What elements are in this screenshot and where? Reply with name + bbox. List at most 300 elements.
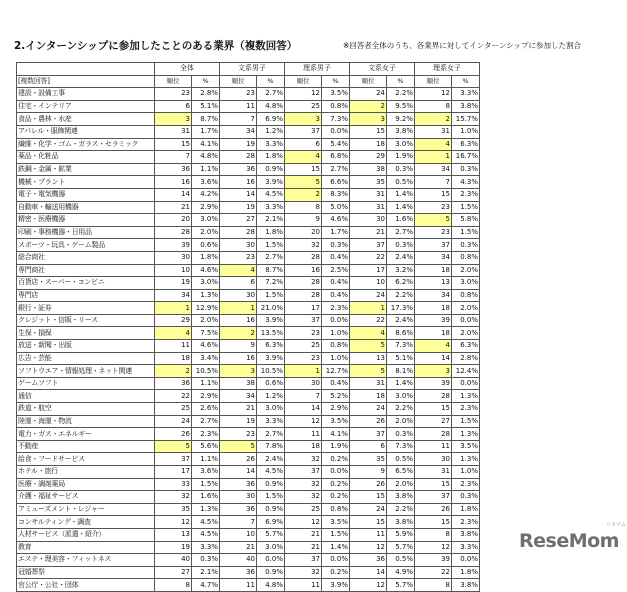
rank-cell: 36	[220, 566, 257, 579]
rank-cell: 30	[220, 289, 257, 302]
rank-cell: 34	[155, 289, 192, 302]
percent-cell: 21.0%	[257, 302, 285, 315]
rank-cell: 18	[415, 302, 452, 315]
percent-cell: 1.1%	[192, 377, 220, 390]
table-row	[17, 403, 480, 416]
percent-cell: 0.2%	[322, 478, 350, 491]
percent-cell: 2.9%	[192, 201, 220, 214]
rank-cell: 11	[285, 428, 322, 441]
corner-cell	[17, 63, 155, 76]
table-row	[17, 340, 480, 353]
rank-cell: 24	[350, 289, 387, 302]
rank-cell: 1	[350, 302, 387, 315]
percent-cell: 0.0%	[452, 314, 480, 327]
industry-table	[16, 62, 480, 592]
percent-cell: 8.6%	[387, 327, 415, 340]
percent-cell: 0.8%	[452, 289, 480, 302]
percent-cell: 1.0%	[452, 125, 480, 138]
percent-cell: 3.8%	[387, 491, 415, 504]
rank-cell: 17	[350, 264, 387, 277]
percent-cell: 3.9%	[257, 176, 285, 189]
rank-cell: 28	[415, 390, 452, 403]
percent-cell: 10.5%	[192, 365, 220, 378]
rank-cell: 20	[155, 214, 192, 227]
percent-cell: 3.8%	[452, 579, 480, 592]
rank-cell: 23	[155, 88, 192, 101]
table-row	[17, 226, 480, 239]
rank-cell: 18	[155, 352, 192, 365]
percent-cell: 0.8%	[322, 503, 350, 516]
percent-cell: 2.3%	[452, 478, 480, 491]
rank-cell: 3	[285, 113, 322, 126]
rank-cell: 2	[285, 188, 322, 201]
table-row	[17, 516, 480, 529]
percent-cell: 2.7%	[257, 428, 285, 441]
rank-cell: 34	[415, 251, 452, 264]
rank-cell: 32	[155, 491, 192, 504]
rank-cell: 14	[155, 188, 192, 201]
table-row	[17, 566, 480, 579]
percent-cell: 0.9%	[257, 478, 285, 491]
pct-header: %	[387, 75, 415, 88]
rank-cell: 17	[285, 302, 322, 315]
rank-cell: 15	[415, 403, 452, 416]
percent-cell: 6.9%	[257, 113, 285, 126]
percent-cell: 2.3%	[452, 188, 480, 201]
rank-cell: 32	[285, 239, 322, 252]
table-row	[17, 302, 480, 315]
table-row	[17, 365, 480, 378]
rank-cell: 3	[220, 365, 257, 378]
percent-cell: 0.9%	[257, 163, 285, 176]
percent-cell: 1.5%	[452, 226, 480, 239]
percent-cell: 6.8%	[322, 151, 350, 164]
percent-cell: 6.6%	[322, 176, 350, 189]
rank-cell: 25	[285, 100, 322, 113]
rank-cell: 14	[285, 403, 322, 416]
rank-cell: 15	[415, 478, 452, 491]
page-title: 2.インターンシップに参加したことのある業界（複数回答）	[14, 40, 298, 52]
rank-cell: 25	[155, 403, 192, 416]
industry-label: 精密・医療機器	[17, 214, 155, 227]
industry-label: 冠婚葬祭	[17, 566, 155, 579]
industry-label: 鉄鋼・金属・鉱業	[17, 163, 155, 176]
rank-cell: 7	[415, 176, 452, 189]
rank-cell: 13	[350, 352, 387, 365]
percent-cell: 0.6%	[257, 377, 285, 390]
percent-cell: 5.9%	[387, 528, 415, 541]
industry-label: 薬品・化粧品	[17, 151, 155, 164]
rank-cell: 28	[220, 151, 257, 164]
table-row	[17, 100, 480, 113]
percent-cell: 4.7%	[192, 579, 220, 592]
rank-cell: 11	[220, 100, 257, 113]
rank-cell: 9	[220, 340, 257, 353]
percent-cell: 3.6%	[192, 466, 220, 479]
table-row	[17, 264, 480, 277]
table-row	[17, 88, 480, 101]
percent-cell: 1.5%	[257, 289, 285, 302]
rank-cell: 31	[350, 201, 387, 214]
percent-cell: 1.9%	[387, 151, 415, 164]
percent-cell: 2.0%	[387, 415, 415, 428]
rank-cell: 35	[155, 503, 192, 516]
rank-cell: 17	[155, 466, 192, 479]
rank-cell: 34	[415, 289, 452, 302]
percent-cell: 12.4%	[452, 365, 480, 378]
rank-cell: 10	[220, 528, 257, 541]
group-header-row	[17, 63, 480, 76]
percent-cell: 0.3%	[387, 428, 415, 441]
percent-cell: 3.5%	[452, 440, 480, 453]
percent-cell: 12.7%	[322, 365, 350, 378]
percent-cell: 9.5%	[387, 100, 415, 113]
rank-cell: 37	[350, 239, 387, 252]
industry-label: 住宅・インテリア	[17, 100, 155, 113]
percent-cell: 0.3%	[452, 163, 480, 176]
percent-cell: 0.0%	[322, 125, 350, 138]
percent-cell: 9.2%	[387, 113, 415, 126]
percent-cell: 2.0%	[452, 264, 480, 277]
percent-cell: 2.0%	[387, 478, 415, 491]
industry-label: 介護・福祉サービス	[17, 491, 155, 504]
percent-cell: 2.2%	[387, 403, 415, 416]
rank-cell: 26	[220, 453, 257, 466]
rank-cell: 29	[155, 314, 192, 327]
percent-cell: 12.9%	[192, 302, 220, 315]
percent-cell: 2.2%	[387, 289, 415, 302]
percent-cell: 8.7%	[257, 264, 285, 277]
rank-cell: 5	[350, 365, 387, 378]
percent-cell: 0.3%	[387, 239, 415, 252]
rank-cell: 18	[350, 138, 387, 151]
rank-cell: 37	[415, 239, 452, 252]
rank-cell: 12	[285, 415, 322, 428]
rank-cell: 28	[155, 226, 192, 239]
percent-cell: 6.3%	[452, 138, 480, 151]
percent-cell: 7.3%	[322, 113, 350, 126]
percent-cell: 4.8%	[257, 100, 285, 113]
rank-cell: 18	[285, 440, 322, 453]
percent-cell: 0.0%	[322, 314, 350, 327]
percent-cell: 4.2%	[192, 188, 220, 201]
rank-cell: 34	[415, 163, 452, 176]
percent-cell: 0.0%	[452, 554, 480, 567]
rank-cell: 27	[220, 214, 257, 227]
rank-cell: 24	[350, 403, 387, 416]
rank-header: 順位	[285, 75, 322, 88]
rank-cell: 22	[350, 251, 387, 264]
rank-cell: 22	[350, 314, 387, 327]
rank-cell: 2	[220, 327, 257, 340]
percent-cell: 5.6%	[192, 440, 220, 453]
rank-cell: 36	[155, 163, 192, 176]
percent-cell: 1.6%	[387, 214, 415, 227]
table-body	[17, 88, 480, 592]
rank-cell: 9	[350, 466, 387, 479]
group-header: 全体	[155, 63, 220, 76]
percent-cell: 0.3%	[452, 491, 480, 504]
rank-cell: 23	[220, 88, 257, 101]
percent-cell: 2.7%	[387, 226, 415, 239]
percent-cell: 3.2%	[387, 264, 415, 277]
rank-cell: 28	[285, 277, 322, 290]
industry-label: コンサルティング・調査	[17, 516, 155, 529]
percent-cell: 7.3%	[387, 440, 415, 453]
industry-label: 生保・損保	[17, 327, 155, 340]
percent-cell: 3.5%	[322, 415, 350, 428]
percent-cell: 0.4%	[322, 277, 350, 290]
table-row	[17, 125, 480, 138]
percent-cell: 0.8%	[322, 340, 350, 353]
percent-cell: 2.4%	[387, 251, 415, 264]
percent-cell: 8.3%	[322, 188, 350, 201]
percent-cell: 2.0%	[192, 314, 220, 327]
rank-cell: 8	[415, 528, 452, 541]
rank-cell: 8	[415, 579, 452, 592]
percent-cell: 2.3%	[452, 403, 480, 416]
rank-cell: 3	[415, 365, 452, 378]
percent-cell: 4.6%	[192, 264, 220, 277]
percent-cell: 8.1%	[387, 365, 415, 378]
rank-cell: 23	[220, 251, 257, 264]
percent-cell: 3.0%	[192, 277, 220, 290]
rank-cell: 6	[155, 100, 192, 113]
rank-cell: 22	[155, 390, 192, 403]
rank-cell: 13	[155, 528, 192, 541]
percent-cell: 0.5%	[387, 554, 415, 567]
table-row	[17, 352, 480, 365]
percent-cell: 2.8%	[452, 352, 480, 365]
industry-label: 百貨店・スーパー・コンビニ	[17, 277, 155, 290]
rank-cell: 7	[220, 113, 257, 126]
pct-header: %	[322, 75, 350, 88]
percent-cell: 1.5%	[452, 201, 480, 214]
percent-cell: 0.8%	[322, 100, 350, 113]
rank-cell: 35	[350, 453, 387, 466]
percent-cell: 3.8%	[452, 528, 480, 541]
group-header: 理系女子	[415, 63, 480, 76]
rank-cell: 2	[350, 100, 387, 113]
percent-cell: 0.2%	[322, 566, 350, 579]
rank-cell: 7	[285, 390, 322, 403]
percent-cell: 2.9%	[322, 403, 350, 416]
rank-header: 順位	[220, 75, 257, 88]
industry-label: 人材サービス（派遣・紹介）	[17, 528, 155, 541]
rank-cell: 11	[415, 440, 452, 453]
percent-cell: 1.0%	[322, 352, 350, 365]
rank-cell: 19	[155, 541, 192, 554]
industry-label: 鉄道・航空	[17, 403, 155, 416]
percent-cell: 2.2%	[387, 88, 415, 101]
rank-cell: 16	[220, 176, 257, 189]
rank-cell: 15	[350, 491, 387, 504]
rank-cell: 7	[155, 151, 192, 164]
rank-cell: 12	[350, 541, 387, 554]
percent-cell: 3.3%	[192, 541, 220, 554]
percent-cell: 3.0%	[257, 541, 285, 554]
percent-cell: 1.4%	[387, 377, 415, 390]
percent-cell: 3.0%	[387, 138, 415, 151]
rank-cell: 13	[415, 277, 452, 290]
rank-cell: 15	[415, 516, 452, 529]
rank-cell: 31	[415, 466, 452, 479]
rank-cell: 37	[415, 491, 452, 504]
rank-cell: 20	[285, 226, 322, 239]
rank-cell: 19	[220, 201, 257, 214]
rank-cell: 16	[155, 176, 192, 189]
percent-cell: 1.7%	[322, 226, 350, 239]
percent-cell: 1.5%	[452, 415, 480, 428]
percent-cell: 7.3%	[387, 340, 415, 353]
rank-cell: 37	[285, 314, 322, 327]
industry-label: 専門商社	[17, 264, 155, 277]
group-header: 文系女子	[350, 63, 415, 76]
percent-cell: 2.3%	[192, 428, 220, 441]
rank-cell: 1	[220, 302, 257, 315]
percent-cell: 4.1%	[322, 428, 350, 441]
table-row	[17, 327, 480, 340]
rank-cell: 28	[220, 226, 257, 239]
rank-cell: 25	[285, 503, 322, 516]
industry-label: アミューズメント・レジャー	[17, 503, 155, 516]
table-row	[17, 151, 480, 164]
percent-cell: 1.5%	[322, 528, 350, 541]
percent-cell: 0.3%	[452, 239, 480, 252]
table-row	[17, 541, 480, 554]
percent-cell: 1.5%	[257, 239, 285, 252]
table-row	[17, 201, 480, 214]
rank-cell: 32	[285, 491, 322, 504]
percent-cell: 6.3%	[452, 340, 480, 353]
rank-cell: 7	[220, 516, 257, 529]
rank-cell: 32	[285, 566, 322, 579]
percent-cell: 1.6%	[192, 491, 220, 504]
percent-cell: 1.4%	[387, 188, 415, 201]
rank-cell: 23	[285, 352, 322, 365]
rank-cell: 36	[220, 163, 257, 176]
rank-cell: 3	[350, 113, 387, 126]
percent-cell: 1.3%	[192, 503, 220, 516]
rank-cell: 37	[285, 125, 322, 138]
percent-cell: 1.5%	[257, 491, 285, 504]
rank-cell: 1	[415, 151, 452, 164]
percent-cell: 1.1%	[192, 453, 220, 466]
rank-cell: 31	[350, 188, 387, 201]
rank-cell: 33	[155, 478, 192, 491]
percent-cell: 2.5%	[322, 264, 350, 277]
percent-cell: 8.7%	[192, 113, 220, 126]
rank-cell: 40	[220, 554, 257, 567]
rank-cell: 18	[415, 327, 452, 340]
rank-cell: 35	[350, 176, 387, 189]
rank-cell: 39	[415, 554, 452, 567]
rank-cell: 30	[155, 251, 192, 264]
percent-cell: 0.2%	[322, 453, 350, 466]
industry-label: 総合商社	[17, 251, 155, 264]
percent-cell: 5.7%	[387, 579, 415, 592]
table-row	[17, 390, 480, 403]
percent-cell: 6.3%	[257, 340, 285, 353]
percent-cell: 1.7%	[192, 125, 220, 138]
rank-cell: 14	[220, 466, 257, 479]
rank-cell: 28	[415, 428, 452, 441]
rank-header: 順位	[415, 75, 452, 88]
table-row	[17, 289, 480, 302]
percent-cell: 1.8%	[192, 251, 220, 264]
rank-cell: 5	[350, 340, 387, 353]
industry-label: スポーツ・玩具・ゲーム製品	[17, 239, 155, 252]
percent-cell: 1.3%	[452, 428, 480, 441]
rank-cell: 3	[155, 113, 192, 126]
rank-cell: 30	[285, 377, 322, 390]
percent-cell: 4.6%	[322, 214, 350, 227]
percent-cell: 15.7%	[452, 113, 480, 126]
rank-cell: 24	[155, 415, 192, 428]
percent-cell: 1.3%	[452, 453, 480, 466]
rank-cell: 30	[350, 214, 387, 227]
rank-cell: 26	[155, 428, 192, 441]
resemom-logo: ReseMom	[519, 530, 619, 552]
percent-cell: 1.3%	[452, 390, 480, 403]
rank-cell: 2	[415, 113, 452, 126]
percent-cell: 0.4%	[322, 289, 350, 302]
percent-cell: 4.3%	[452, 176, 480, 189]
industry-label: 官公庁・公社・団体	[17, 579, 155, 592]
rank-cell: 15	[350, 516, 387, 529]
percent-cell: 1.1%	[192, 163, 220, 176]
pct-header: %	[452, 75, 480, 88]
rank-cell: 15	[285, 163, 322, 176]
rank-cell: 12	[415, 541, 452, 554]
table-row	[17, 188, 480, 201]
rank-cell: 19	[220, 415, 257, 428]
table-row	[17, 503, 480, 516]
rank-cell: 27	[155, 566, 192, 579]
percent-cell: 1.3%	[192, 289, 220, 302]
percent-cell: 4.8%	[257, 579, 285, 592]
industry-label: エステ・理美容・フィットネス	[17, 554, 155, 567]
industry-label: ゲームソフト	[17, 377, 155, 390]
rank-cell: 31	[415, 125, 452, 138]
percent-cell: 0.3%	[387, 163, 415, 176]
rank-cell: 26	[350, 415, 387, 428]
rank-header: 順位	[155, 75, 192, 88]
pct-header: %	[257, 75, 285, 88]
table-row	[17, 428, 480, 441]
rank-cell: 39	[155, 239, 192, 252]
sub-header-row	[17, 75, 480, 88]
rank-cell: 26	[350, 478, 387, 491]
rank-cell: 1	[155, 302, 192, 315]
rank-cell: 37	[285, 554, 322, 567]
percent-cell: 0.4%	[322, 377, 350, 390]
percent-cell: 3.8%	[387, 516, 415, 529]
table-row	[17, 138, 480, 151]
percent-cell: 3.0%	[387, 390, 415, 403]
rank-cell: 39	[415, 314, 452, 327]
rank-cell: 14	[220, 188, 257, 201]
rank-cell: 32	[285, 478, 322, 491]
rank-cell: 11	[350, 528, 387, 541]
rank-cell: 8	[415, 100, 452, 113]
percent-cell: 0.5%	[387, 176, 415, 189]
percent-cell: 0.6%	[192, 239, 220, 252]
percent-cell: 5.1%	[192, 100, 220, 113]
logo-subtext: リセマム	[606, 522, 626, 528]
industry-label: 機械・プラント	[17, 176, 155, 189]
rank-cell: 16	[220, 352, 257, 365]
